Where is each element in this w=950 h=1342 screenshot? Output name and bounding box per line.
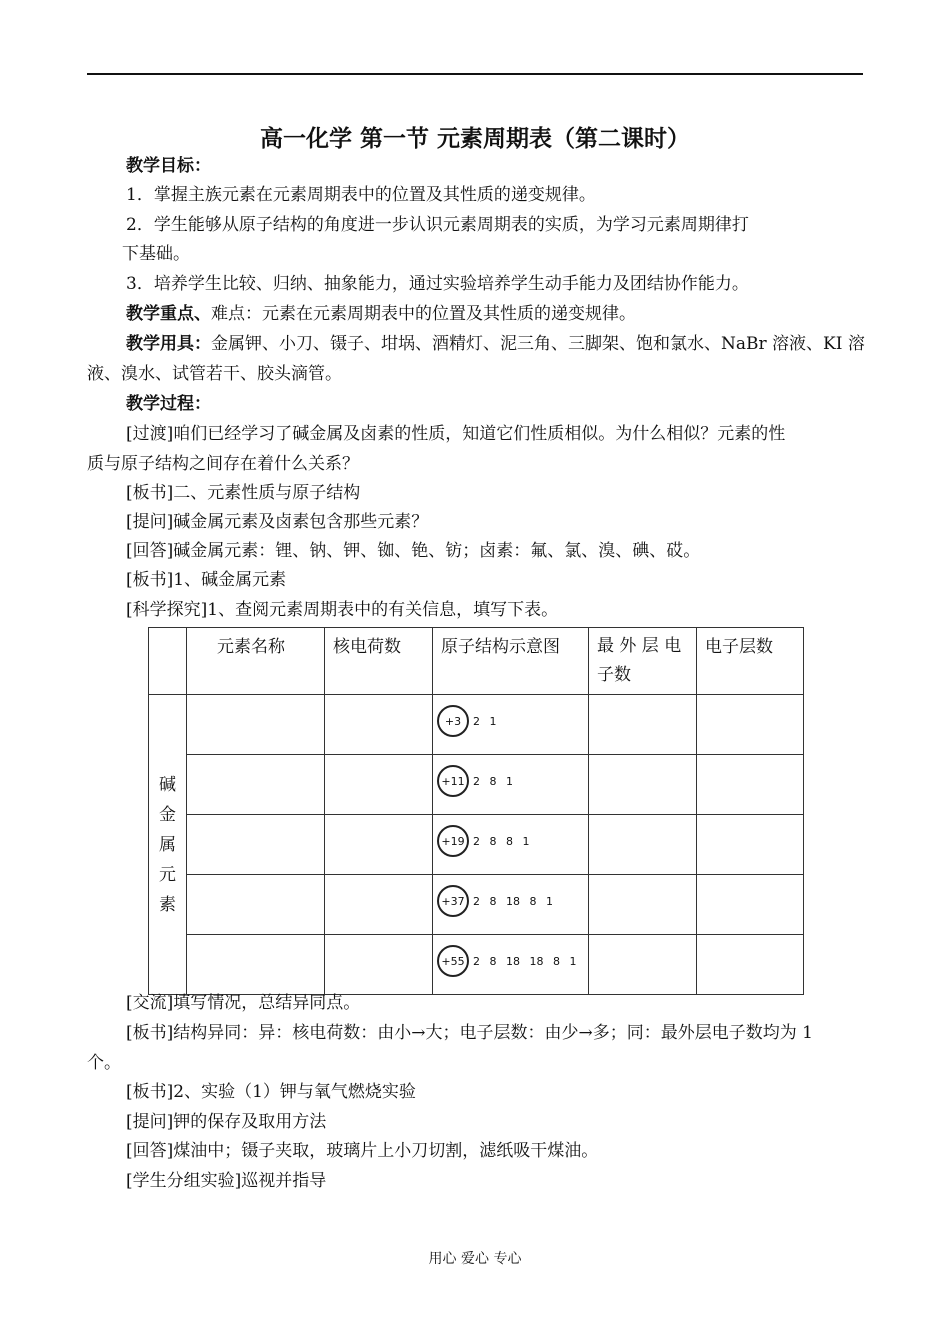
process-line: [学生分组实验]巡视并指导 [126,1171,327,1191]
tools-text-1: 金属钾、小刀、镊子、坩埚、酒精灯、泥三角、三脚架、饱和氯水、NaBr 溶液、KI 溶 [211,334,865,354]
cell-outer[interactable] [589,815,697,875]
keypoints-label: 教学重点、 [126,304,211,324]
nucleus: +3 [437,705,469,737]
cell-outer[interactable] [589,695,697,755]
cell-layers[interactable] [697,875,804,935]
cell-charge[interactable] [325,695,433,755]
cell-charge[interactable] [325,935,433,995]
shells: 2 8 1 [473,774,513,788]
process-line: 质与原子结构之间存在着什么关系？ [87,454,359,474]
process-line: [提问]钾的保存及取用方法 [126,1112,327,1132]
shells: 2 8 8 1 [473,834,530,848]
keypoints-text: 难点：元素在元素周期表中的位置及其性质的递变规律。 [211,304,636,324]
cell-outer[interactable] [589,875,697,935]
page-footer: 用心 爱心 专心 [428,1251,522,1267]
process-heading: 教学过程： [126,394,211,414]
table-header: 核电荷数 [325,628,433,695]
cell-name[interactable] [187,875,325,935]
side-char: 金 [159,804,176,825]
side-char: 碱 [159,774,176,795]
cell-name[interactable] [187,695,325,755]
process-line: [科学探究]1、查阅元素周期表中的有关信息，填写下表。 [126,600,559,620]
shells: 2 8 18 18 8 1 [473,954,577,968]
cell-layers[interactable] [697,935,804,995]
process-line: [板书]结构异同：异：核电荷数：由小→大；电子层数：由少→多；同：最外层电子数均为 1 [126,1023,813,1043]
cell-name[interactable] [187,935,325,995]
cell-outer[interactable] [589,755,697,815]
process-line: [过渡]咱们已经学习了碱金属及卤素的性质，知道它们性质相似。为什么相似？元素的性 [126,424,786,444]
cell-charge[interactable] [325,755,433,815]
process-line: [板书]二、元素性质与原子结构 [126,483,361,503]
process-line: 个。 [87,1053,121,1073]
nucleus: +19 [437,825,469,857]
objective-3: 3．培养学生比较、归纳、抽象能力，通过实验培养学生动手能力及团结协作能力。 [126,274,749,294]
alkali-metal-table [148,627,804,995]
process-line: [板书]2、实验（1）钾与氧气燃烧实验 [126,1082,416,1102]
cell-name[interactable] [187,815,325,875]
process-line: [交流]填写情况，总结异同点。 [126,993,361,1013]
side-char: 素 [159,894,176,915]
header-rule [87,73,863,75]
cell-charge[interactable] [325,815,433,875]
process-line: [回答]碱金属元素：锂、钠、钾、铷、铯、钫；卤素：氟、氯、溴、碘、砹。 [126,541,701,561]
cell-layers[interactable] [697,755,804,815]
keypoints [87,303,863,325]
objective-2: 2．学生能够从原子结构的角度进一步认识元素周期表的实质，为学习元素周期律打 [126,215,749,235]
side-char: 元 [159,864,176,885]
nucleus: +37 [437,885,469,917]
atom-diagram [433,875,589,935]
atom-diagram [433,815,589,875]
atom-diagram [433,695,589,755]
table-corner [149,628,187,695]
cell-layers[interactable] [697,815,804,875]
side-label [149,695,187,995]
cell-outer[interactable] [589,935,697,995]
nucleus: +55 [437,945,469,977]
atom-diagram [433,935,589,995]
table-header: 原子结构示意图 [433,628,589,695]
objective-1: 1．掌握主族元素在元素周期表中的位置及其性质的递变规律。 [126,185,596,205]
objectives-heading: 教学目标： [126,156,211,176]
cell-charge[interactable] [325,875,433,935]
process-line: [板书]1、碱金属元素 [126,570,287,590]
table-header: 元素名称 [187,628,325,695]
atom-diagram [433,755,589,815]
process-line: [提问]碱金属元素及卤素包含那些元素？ [126,512,429,532]
table-header: 电子层数 [697,628,804,695]
shells: 2 8 18 8 1 [473,894,553,908]
cell-name[interactable] [187,755,325,815]
shells: 2 1 [473,714,497,728]
process-line: [回答]煤油中；镊子夹取，玻璃片上小刀切割，滤纸吸干煤油。 [126,1141,599,1161]
tools [87,333,863,355]
side-char: 属 [159,834,176,855]
table-header: 最 外 层 电 子数 [589,628,697,695]
objective-2-cont: 下基础。 [122,244,190,264]
page-title: 高一化学 第一节 元素周期表（第二课时） [259,126,690,152]
tools-text-2: 液、溴水、试管若干、胶头滴管。 [87,364,342,384]
cell-layers[interactable] [697,695,804,755]
tools-label: 教学用具： [126,334,211,354]
nucleus: +11 [437,765,469,797]
